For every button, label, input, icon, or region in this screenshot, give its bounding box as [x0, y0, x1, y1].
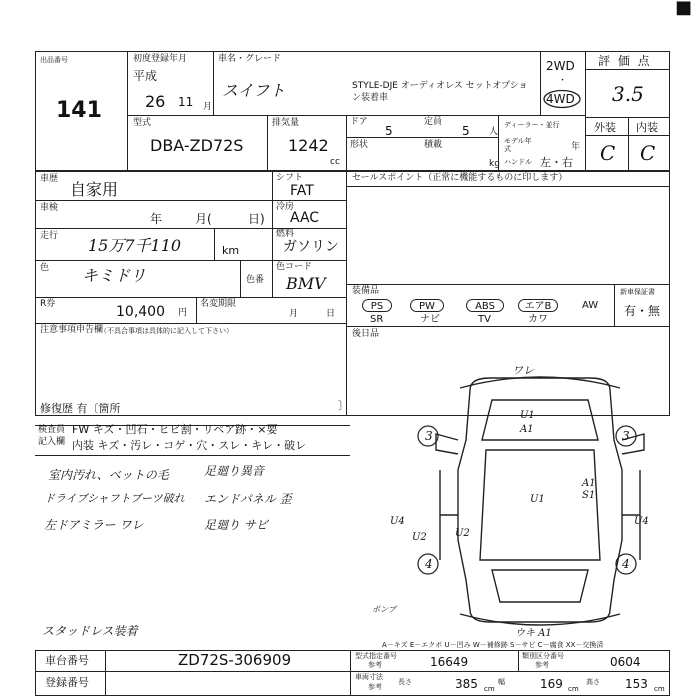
note-right-2: エンドパネル 歪: [204, 492, 292, 506]
recycle: 10,400: [116, 304, 165, 320]
drive-dot: ・: [558, 76, 568, 86]
length-label: 長さ: [398, 678, 412, 686]
equip-pw: PW: [410, 299, 444, 312]
note-left-1: 室内汚れ、ベットの毛: [48, 468, 169, 482]
kg-unit: kg: [489, 159, 500, 169]
interior-label: 内装: [636, 121, 658, 134]
repair-close: 〕: [338, 399, 349, 412]
inspection-label: 車検: [40, 203, 59, 213]
drive-4wd: 4WD: [546, 92, 575, 106]
equip-airbag: エアB: [518, 299, 558, 312]
reg-label: 登録番号: [45, 676, 89, 689]
handle: 左・右: [540, 156, 573, 169]
equip-aw: AW: [582, 300, 599, 311]
bottom-note: スタッドレス装着: [42, 624, 138, 638]
name-grade-label: 車名・グレード: [218, 54, 282, 64]
mark-a1-side: A1: [582, 478, 596, 489]
color-label: 色: [40, 263, 50, 273]
color-no-label: 色番: [246, 275, 265, 285]
exterior-grade: C: [600, 141, 616, 165]
fuel-label: 燃料: [276, 229, 295, 239]
mark-ware: ワレ: [512, 364, 534, 377]
mark-4-right: 4: [622, 557, 630, 571]
displacement-label: 排気量: [272, 118, 300, 128]
insp-month: 月(: [195, 212, 212, 226]
height: 153: [625, 677, 648, 691]
width: 169: [540, 677, 563, 691]
header-frame: [35, 51, 670, 171]
mark-uki-a1: ウキ A1: [515, 628, 552, 639]
size-label: 車両寸法: [355, 673, 383, 681]
month-unit: 月: [203, 102, 213, 112]
class-ref: 参考: [535, 661, 549, 669]
displacement: 1242: [288, 136, 329, 155]
note-right-1: 足廻り異音: [204, 464, 265, 478]
sheet-number: 141: [56, 98, 102, 123]
year-unit: 年: [571, 142, 581, 152]
body-label: 形状: [350, 140, 369, 150]
corner-mark: ■: [674, 0, 692, 18]
note-left-3: 左ドアミラー ワレ: [44, 518, 144, 532]
model-code: DBA-ZD72S: [150, 136, 244, 155]
grade: STYLE-DJE オーディオレス セットオプション装着車: [352, 81, 528, 103]
name-change-label: 名変期限: [200, 299, 237, 309]
mark-u2-rear: U2: [455, 528, 470, 539]
type-desig: 16649: [430, 655, 469, 669]
mark-pump: ポンプ: [372, 605, 396, 614]
mark-u4-left: U4: [390, 516, 405, 527]
mark-a1-front: A1: [520, 424, 534, 435]
equip-leather: カワ: [528, 314, 548, 325]
mark-u4-right: U4: [634, 516, 649, 527]
notes-label: 注意事項申告欄: [40, 325, 104, 335]
nc-day: 日: [326, 309, 336, 319]
reg-year: 26: [145, 92, 166, 111]
handle-label: ハンドル: [504, 158, 532, 166]
aftermarket-label: 後日品: [352, 329, 380, 339]
shift-label: シフト: [276, 173, 304, 183]
mark-4-left: 4: [425, 557, 433, 571]
km-unit: km: [222, 244, 240, 257]
ac-label: 冷房: [276, 202, 295, 212]
nc-month: 月: [289, 309, 299, 319]
width-label: 幅: [498, 678, 505, 686]
color: キミドリ: [82, 266, 147, 285]
doors-label: ドア: [350, 117, 368, 127]
height-cm: cm: [654, 685, 665, 693]
mileage-label: 走行: [40, 231, 59, 241]
score: 3.5: [612, 82, 644, 106]
note-right-3: 足廻り サビ: [204, 518, 268, 532]
model-label: 型式: [133, 118, 152, 128]
inspector-ext-line: FW キズ・凹石・ヒビ割・リペア跡・×要: [72, 423, 278, 436]
equip-tv: TV: [478, 314, 491, 325]
recycle-label: R券: [40, 299, 56, 309]
equip-abs: ABS: [466, 299, 504, 312]
color-code: BMV: [286, 274, 326, 293]
era: 平成: [133, 69, 158, 83]
shift: FAT: [290, 183, 314, 199]
mileage: 15万7千110: [88, 236, 182, 255]
drive-2wd: 2WD: [546, 59, 575, 73]
interior-grade: C: [640, 141, 656, 165]
equip-sr: SR: [370, 314, 384, 325]
sales-point-label: セールスポイント（正常に機能するものに印します）: [352, 173, 568, 183]
warranty-label: 新車保証書: [620, 288, 655, 296]
color-code-label: 色コード: [276, 262, 313, 272]
yen-unit: 円: [178, 308, 188, 318]
notes-sub: （不具合事項は具体的に記入して下さい）: [100, 327, 233, 335]
inspector-label-2: 記入欄: [38, 437, 66, 447]
inspector-int-line: 内装 キズ・汚レ・コゲ・穴・スレ・キレ・破レ: [72, 439, 307, 452]
ac: AAC: [290, 210, 320, 226]
fuel: ガソリン: [283, 239, 339, 255]
type-desig-ref: 参考: [368, 661, 382, 669]
mark-u1-roof: U1: [530, 494, 545, 505]
insp-year: 年: [150, 212, 163, 226]
chassis-number: ZD72S-306909: [178, 651, 292, 669]
sheet-no-label: 出品番号: [40, 56, 68, 64]
model-year-label: モデル年式: [504, 137, 532, 153]
car-name: スイフト: [222, 81, 286, 100]
capacity-label: 定員: [424, 117, 443, 127]
mark-3-left: 3: [425, 429, 433, 443]
mark-s1: S1: [582, 490, 596, 501]
length-cm: cm: [484, 685, 495, 693]
diagram-legend: A－キズ E－エクボ U－凹み W－補修跡 S－サビ C－腐食 XX－交換済: [382, 641, 604, 649]
class-no: 0604: [610, 655, 641, 669]
repair-label: 修復歴 有〔箇所: [40, 402, 121, 415]
inspector-label-1: 検査員: [38, 425, 66, 435]
history-label: 車歴: [40, 174, 59, 184]
capacity: 5: [462, 124, 470, 138]
doors: 5: [385, 124, 393, 138]
warranty: 有・無: [624, 304, 661, 318]
note-left-2: ドライブシャフトブーツ破れ: [44, 492, 185, 505]
insp-day: 日): [248, 212, 265, 226]
height-label: 高さ: [586, 678, 600, 686]
class-label: 類別区分番号: [522, 652, 564, 660]
dealer-label: ディーラー・並行: [504, 121, 560, 129]
load-label: 積載: [424, 140, 443, 150]
length: 385: [455, 677, 478, 691]
size-ref: 参考: [368, 683, 382, 691]
type-desig-label: 型式指定番号: [355, 652, 397, 660]
chassis-label: 車台番号: [45, 654, 89, 667]
first-reg-label: 初度登録年月: [133, 54, 188, 64]
mark-3-right: 3: [622, 429, 630, 443]
score-label: 評 価 点: [598, 54, 652, 68]
width-cm: cm: [568, 685, 579, 693]
mark-u1-front: U1: [520, 410, 535, 421]
history: 自家用: [70, 180, 119, 199]
equip-ps: PS: [362, 299, 392, 312]
reg-month: 11: [178, 95, 194, 109]
exterior-label: 外装: [594, 121, 616, 134]
person-unit: 人: [489, 127, 499, 137]
drive-4wd-circle: [542, 89, 582, 109]
equip-navi: ナビ: [420, 314, 440, 325]
cc-unit: cc: [330, 157, 340, 167]
mark-u2-left: U2: [412, 532, 427, 543]
equipment-label: 装備品: [352, 286, 380, 296]
